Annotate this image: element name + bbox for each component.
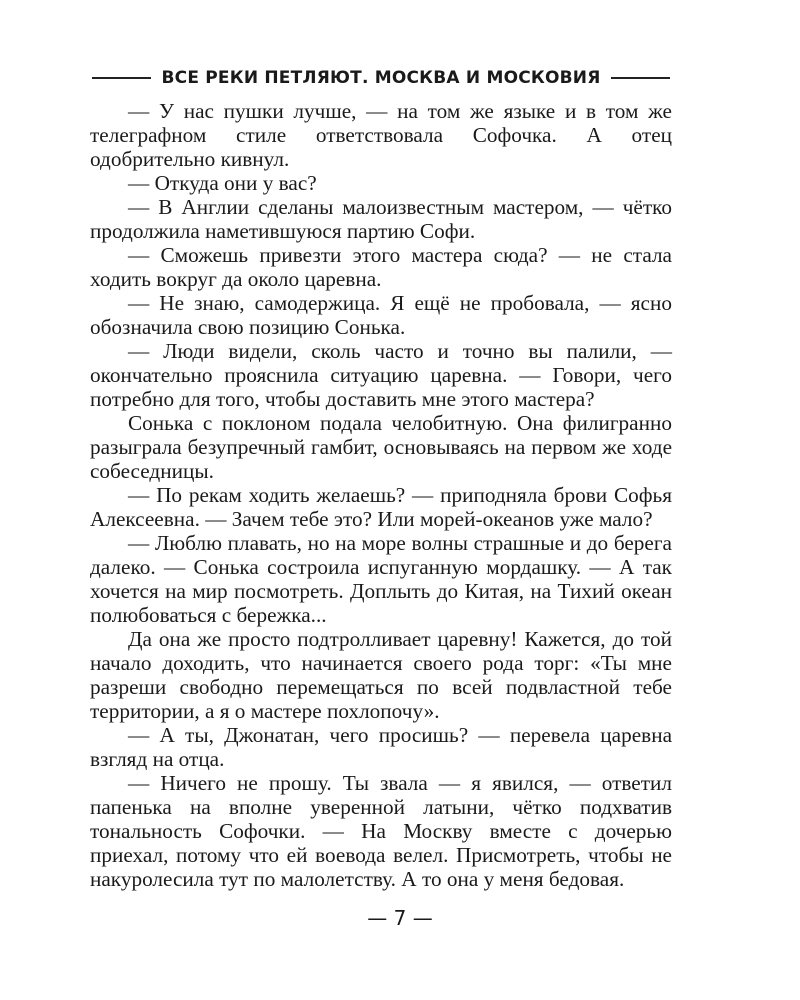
paragraph: — Не знаю, самодержица. Я ещё не пробовала, — ясно обозначила свою позицию Сонька. bbox=[90, 291, 672, 339]
paragraph: — Сможешь привезти этого мастера сюда? — не стала ходить вокруг да около царевна. bbox=[90, 243, 672, 291]
running-header bbox=[92, 64, 670, 92]
paragraph: — По рекам ходить желаешь? — приподняла брови Софья Алексеевна. — Зачем тебе это? Или морей-океанов уже мало? bbox=[90, 483, 672, 531]
header-rule-right bbox=[611, 77, 670, 79]
page-body-text bbox=[90, 99, 672, 891]
page-number: — 7 — bbox=[367, 906, 433, 930]
running-header-title: ВСЕ РЕКИ ПЕТЛЯЮТ. МОСКВА И МОСКОВИЯ bbox=[161, 68, 601, 88]
paragraph: — У нас пушки лучше, — на том же языке и в том же телеграфном стиле ответствовала Софочка. А отец одобрительно кивнул. bbox=[90, 99, 672, 171]
paragraph: — Люди видели, сколь часто и точно вы палили, — окончательно прояснила ситуацию царевна. — Говори, чего потребно для того, чтобы доставить мне этого мастера? bbox=[90, 339, 672, 411]
paragraph: — Откуда они у вас? bbox=[128, 171, 317, 195]
paragraph: — Люблю плавать, но на море волны страшные и до берега далеко. — Сонька состроила испуганную мордашку. — А так хочется на мир посмотреть. Доплыть до Китая, на Тихий океан полюбоваться с бережка... bbox=[90, 531, 672, 627]
header-rule-left bbox=[92, 77, 151, 79]
paragraph: — А ты, Джонатан, чего просишь? — перевела царевна взгляд на отца. bbox=[90, 723, 672, 771]
paragraph: — В Англии сделаны малоизвестным мастером, — чётко продолжила наметившуюся партию Софи. bbox=[90, 195, 672, 243]
paragraph: Да она же просто подтролливает царевну! Кажется, до той начало доходить, что начинается своего рода торг: «Ты мне разреши свободно перемещаться по всей подвластной тебе территории, а я о мастере похлопочу». bbox=[90, 627, 672, 723]
paragraph: — Ничего не прошу. Ты звала — я явился, — ответил папенька на вполне уверенной латыни, чётко подхватив тональность Софочки. — На Москву вместе с дочерью приехал, потому что ей воевода велел. Присмотреть, чтобы не накуролесила тут по малолетству. А то она у меня бедовая. bbox=[90, 771, 672, 891]
paragraph: Сонька с поклоном подала челобитную. Она филигранно разыграла безупречный гамбит, основываясь на первом же ходе собеседницы. bbox=[90, 411, 672, 483]
